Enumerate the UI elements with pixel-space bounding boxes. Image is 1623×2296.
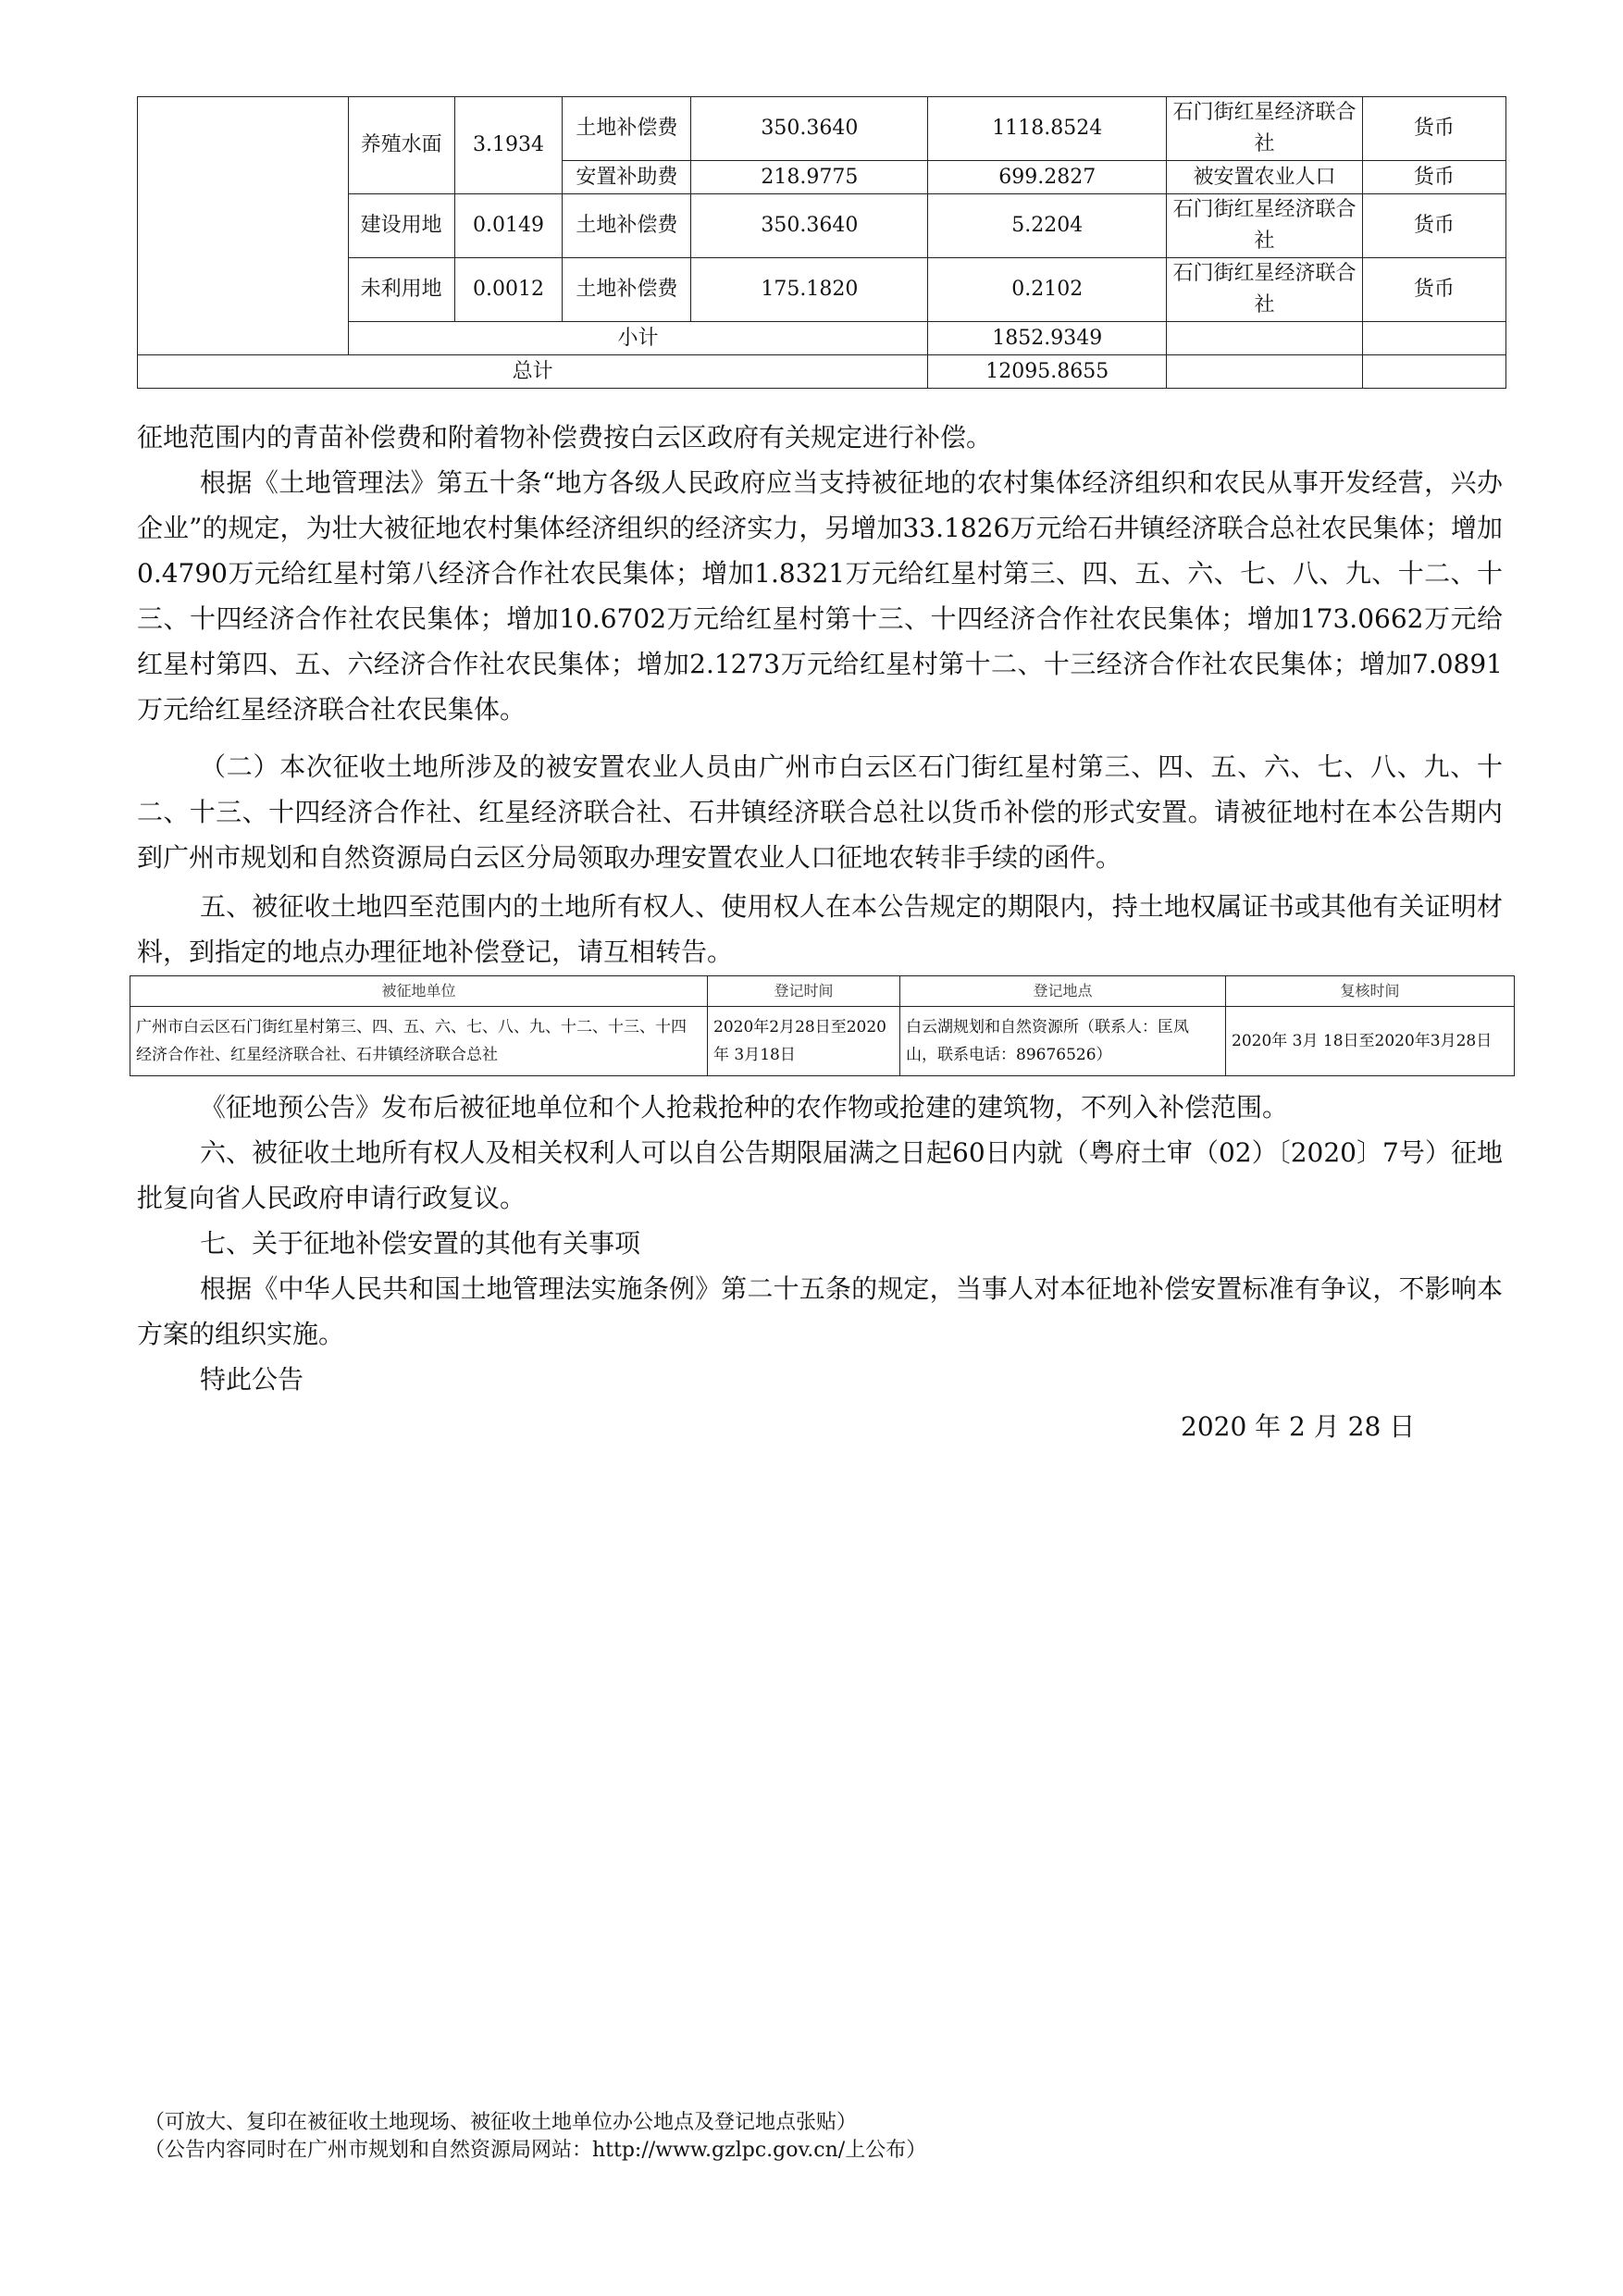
blank-cell <box>1167 322 1363 355</box>
area-cell: 0.0012 <box>454 258 563 322</box>
paragraph-exclusion: 《征地预公告》发布后被征地单位和个人抢栽抢种的农作物或抢建的建筑物，不列入补偿范围。 <box>200 1092 1289 1123</box>
area-cell: 3.1934 <box>454 97 563 194</box>
rate-cell: 350.3640 <box>691 194 928 258</box>
amount-cell: 699.2827 <box>928 161 1167 194</box>
blank-cell <box>1362 322 1505 355</box>
header-cell: 登记时间 <box>708 976 900 1007</box>
footer-note-posting: （可放大、复印在被征收土地现场、被征收土地单位办公地点及登记地点张贴） <box>144 2111 858 2134</box>
paragraph-seedling-compensation: 征地范围内的青苗补偿费和附着物补偿费按白云区政府有关规定进行补偿。 <box>137 422 993 453</box>
blank-cell <box>138 97 349 355</box>
rate-cell: 218.9775 <box>691 161 928 194</box>
blank-cell <box>1167 355 1363 389</box>
land-type-cell: 建设用地 <box>348 194 454 258</box>
subtotal-amount: 1852.9349 <box>928 322 1167 355</box>
paragraph-dispute: 根据《中华人民共和国土地管理法实施条例》第二十五条的规定，当事人对本征地补偿安置标准有争议，不影响本方案的组织实施。 <box>137 1273 1503 1349</box>
recipient-cell: 石门街红星经济联合社 <box>1167 194 1363 258</box>
subtotal-label: 小计 <box>348 322 928 355</box>
amount-cell: 0.2102 <box>928 258 1167 322</box>
fee-type-cell: 土地补偿费 <box>563 194 691 258</box>
paragraph-resettlement: （二）本次征收土地所涉及的被安置农业人员由广州市白云区石门街红星村第三、四、五、六、七、八、九、十二、十三、十四经济合作社、红星经济联合社、石井镇经济联合总社以货币补偿的形式安置。请被征地村在本公告期内到广州市规划和自然资源局白云区分局领取办理安置农业人口征地农转非手续的函件。 <box>137 751 1503 873</box>
total-label: 总计 <box>138 355 928 389</box>
paragraph-registration: 五、被征收土地四至范围内的土地所有权人、使用权人在本公告规定的期限内，持土地权属证书或其他有关证明材料，到指定的地点办理征地补偿登记，请互相转告。 <box>137 891 1503 967</box>
registration-time-cell: 2020年2月28日至2020年 3月18日 <box>708 1007 900 1076</box>
blank-cell <box>1362 355 1505 389</box>
fee-type-cell: 安置补助费 <box>563 161 691 194</box>
land-type-cell: 未利用地 <box>348 258 454 322</box>
land-type-cell: 养殖水面 <box>348 97 454 194</box>
recipient-cell: 被安置农业人口 <box>1167 161 1363 194</box>
total-row <box>138 355 1506 389</box>
amount-cell: 1118.8524 <box>928 97 1167 161</box>
paragraph-other-matters: 七、关于征地补偿安置的其他有关事项 <box>200 1228 641 1259</box>
compensation-table <box>137 96 1506 389</box>
header-cell: 被征地单位 <box>130 976 708 1007</box>
review-time-cell: 2020年 3月 18日至2020年3月28日 <box>1226 1007 1515 1076</box>
area-cell: 0.0149 <box>454 194 563 258</box>
method-cell: 货币 <box>1362 194 1505 258</box>
table-row <box>130 1007 1515 1076</box>
total-amount: 12095.8655 <box>928 355 1167 389</box>
paragraph-additional-funds: 根据《土地管理法》第五十条“地方各级人民政府应当支持被征地的农村集体经济组织和农民从事开发经营，兴办企业”的规定，为壮大被征地农村集体经济组织的经济实力，另增加33.1826万元给石井镇经济联合总社农民集体；增加0.4790万元给红星村第八经济合作社农民集体；增加1.8321万元给红星村第三、四、五、六、七、八、九、十二、十三、十四经济合作社农民集体；增加10.6702万元给红星村第十三、十四经济合作社农民集体；增加173.0662万元给红星村第四、五、六经济合作社农民集体；增加2.1273万元给红星村第十二、十三经济合作社农民集体；增加7.0891万元给红星经济联合社农民集体。 <box>137 467 1503 725</box>
amount-cell: 5.2204 <box>928 194 1167 258</box>
fee-type-cell: 土地补偿费 <box>563 258 691 322</box>
table-row <box>138 97 1506 161</box>
footer-note-website: （公告内容同时在广州市规划和自然资源局网站：http://www.gzlpc.gov.cn/上公布） <box>144 2139 927 2162</box>
recipient-cell: 石门街红星经济联合社 <box>1167 97 1363 161</box>
signature-date: 2020 年 2 月 28 日 <box>1181 1411 1416 1442</box>
header-cell: 登记地点 <box>900 976 1226 1007</box>
table-header-row <box>130 976 1515 1007</box>
rate-cell: 175.1820 <box>691 258 928 322</box>
rate-cell: 350.3640 <box>691 97 928 161</box>
header-cell: 复核时间 <box>1226 976 1515 1007</box>
registration-place-cell: 白云湖规划和自然资源所（联系人：匡凤山，联系电话：89676526） <box>900 1007 1226 1076</box>
fee-type-cell: 土地补偿费 <box>563 97 691 161</box>
recipient-cell: 石门街红星经济联合社 <box>1167 258 1363 322</box>
method-cell: 货币 <box>1362 161 1505 194</box>
method-cell: 货币 <box>1362 258 1505 322</box>
registration-table <box>130 975 1515 1076</box>
paragraph-reconsideration: 六、被征收土地所有权人及相关权利人可以自公告期限届满之日起60日内就（粤府土审（02）〔2020〕7号）征地批复向省人民政府申请行政复议。 <box>137 1137 1503 1213</box>
method-cell: 货币 <box>1362 97 1505 161</box>
paragraph-closing: 特此公告 <box>200 1364 304 1395</box>
expropriated-unit-cell: 广州市白云区石门街红星村第三、四、五、六、七、八、九、十二、十三、十四经济合作社、红星经济联合社、石井镇经济联合总社 <box>130 1007 708 1076</box>
